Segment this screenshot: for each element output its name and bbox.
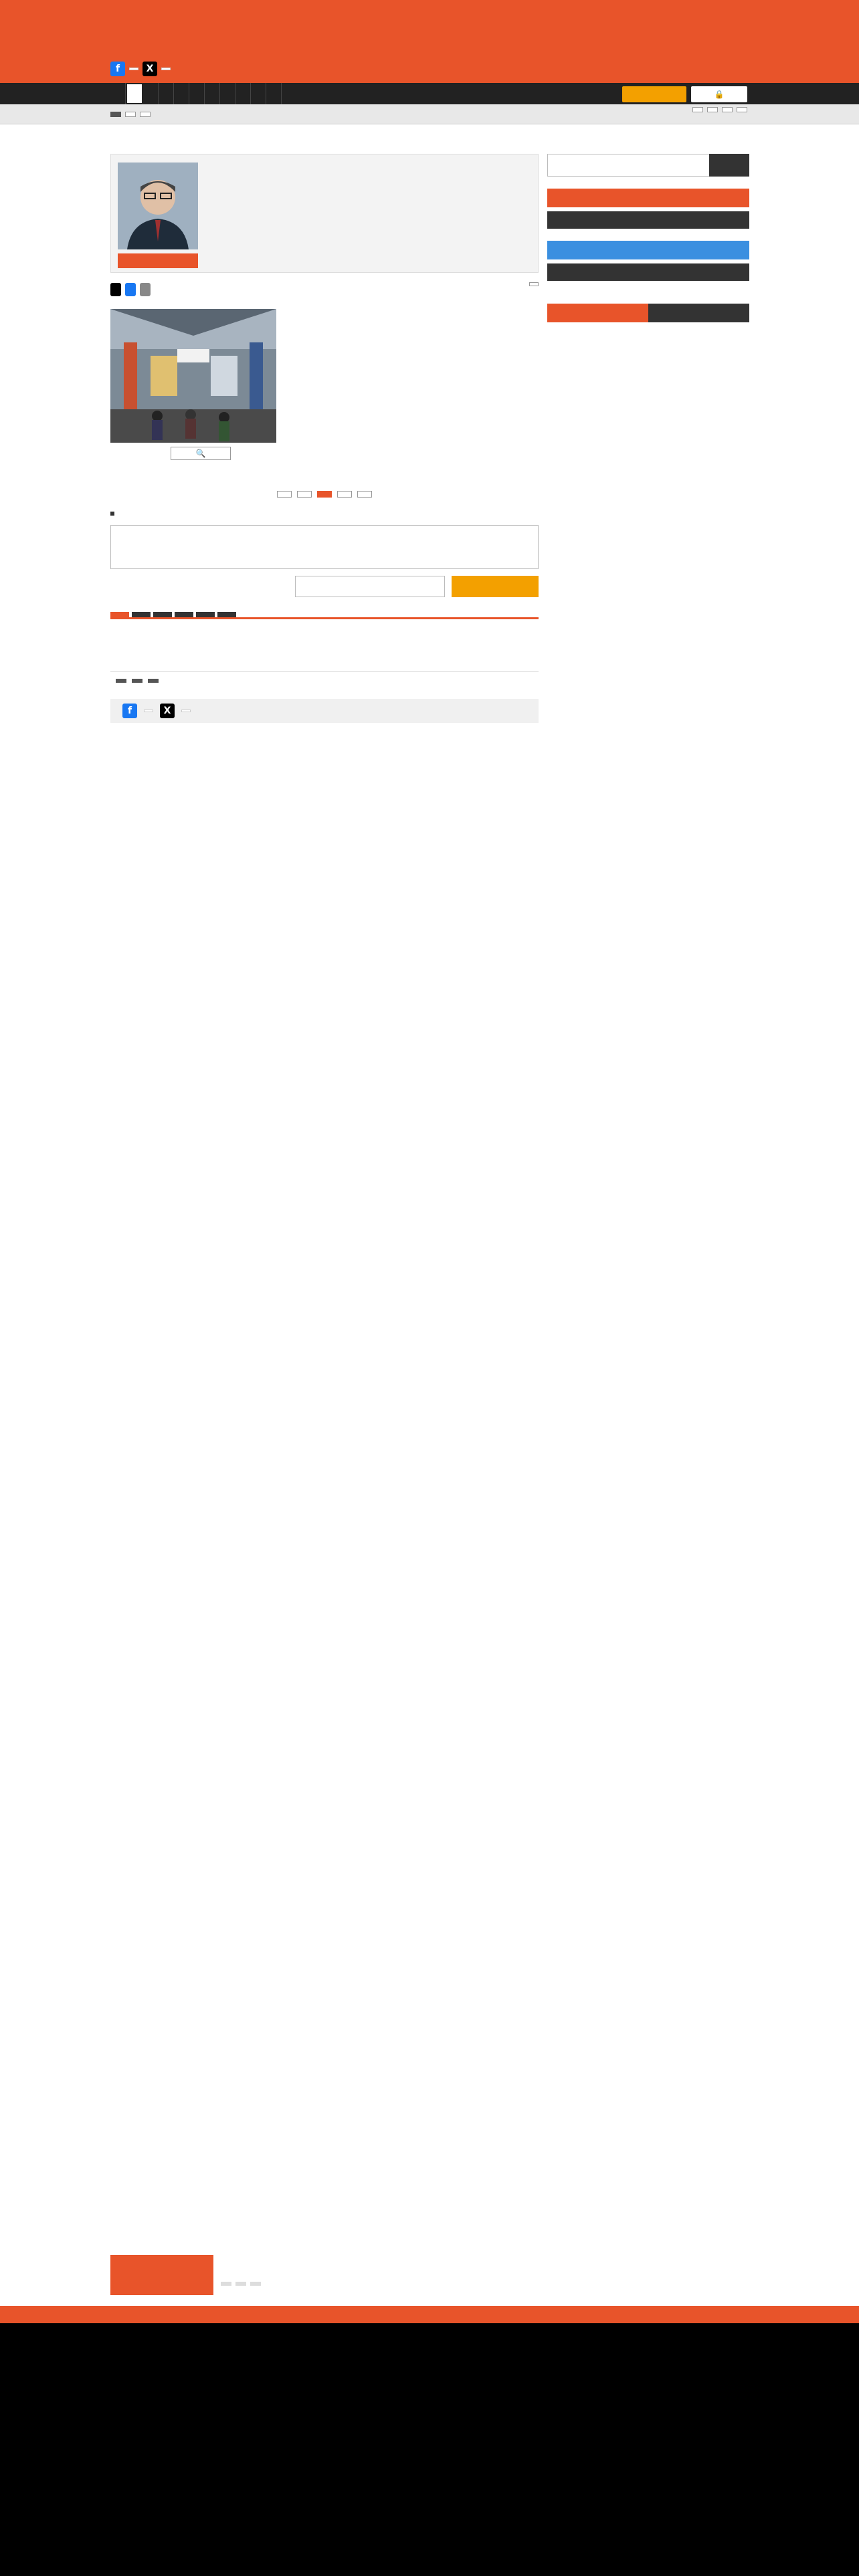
access-rank-tabs: [547, 304, 749, 322]
comment-submit-button[interactable]: [452, 576, 539, 597]
nav-item[interactable]: [251, 83, 266, 104]
nav-item[interactable]: [220, 83, 235, 104]
footer-bottom: [0, 2323, 859, 2576]
latest-tab[interactable]: [132, 679, 142, 683]
editor-pick-heading: [547, 241, 749, 259]
site-header: [0, 0, 859, 83]
search-button[interactable]: [709, 154, 749, 177]
google-search: [547, 154, 749, 177]
latest-tab[interactable]: [116, 679, 126, 683]
more-button[interactable]: [547, 263, 749, 281]
page-button-current[interactable]: [317, 491, 332, 498]
member-register-button[interactable]: [622, 86, 686, 102]
search-input[interactable]: [547, 154, 709, 177]
latest-section: [110, 671, 539, 723]
login-button[interactable]: [691, 86, 747, 102]
nav-item[interactable]: [266, 83, 282, 104]
facebook-icon[interactable]: f: [122, 704, 137, 718]
related-articles: [110, 508, 539, 518]
share-facebook-button[interactable]: [125, 283, 136, 296]
next-page-button[interactable]: [357, 491, 372, 498]
nav-item[interactable]: [235, 83, 251, 104]
subnav-item[interactable]: [110, 112, 121, 117]
share-bar: [110, 282, 539, 297]
access-rank-tab[interactable]: [547, 304, 648, 322]
subnav-right-item[interactable]: [692, 107, 703, 112]
genre-tab[interactable]: [217, 612, 236, 617]
genre-tab[interactable]: [175, 612, 193, 617]
nav-item[interactable]: [189, 83, 205, 104]
latest-tab[interactable]: [148, 679, 159, 683]
footer-sub-item[interactable]: [235, 2282, 246, 2286]
sidebar: [547, 154, 749, 322]
comment-textarea[interactable]: [110, 525, 539, 569]
author-box: [110, 154, 539, 273]
genre-tab[interactable]: [153, 612, 172, 617]
footer-subnav: [221, 2282, 261, 2286]
sub-nav: [0, 104, 859, 124]
zoom-button[interactable]: [171, 447, 231, 460]
share-x-button[interactable]: [110, 283, 121, 296]
subnav-right-item[interactable]: [722, 107, 733, 112]
header-social: [110, 62, 171, 76]
zoom-icon: 🔍: [195, 449, 206, 458]
weekly-tab[interactable]: [648, 304, 749, 322]
print-button[interactable]: [529, 282, 539, 286]
author-photo: [118, 163, 198, 249]
x-count: [181, 710, 191, 712]
lock-icon: 🔒: [714, 90, 725, 99]
comment-section: [110, 525, 539, 597]
genre-tab[interactable]: [132, 612, 151, 617]
more-button[interactable]: [547, 211, 749, 229]
x-count: [161, 68, 171, 70]
author-columns-button[interactable]: [118, 253, 198, 268]
genre-tabs: [110, 612, 539, 619]
page-button[interactable]: [337, 491, 352, 498]
genre-list: [110, 625, 539, 651]
genre-tab-active[interactable]: [110, 612, 129, 617]
nav-item[interactable]: [143, 83, 159, 104]
comment-button[interactable]: [140, 283, 151, 296]
related-heading: [110, 508, 539, 518]
nav-item[interactable]: [174, 83, 189, 104]
main-column: [110, 154, 539, 723]
x-icon[interactable]: X: [142, 62, 157, 76]
subnav-right-item[interactable]: [737, 107, 747, 112]
prev-page-button[interactable]: [277, 491, 292, 498]
facebook-count: [144, 710, 153, 712]
nav-item-active[interactable]: [126, 83, 143, 104]
pagination: [110, 491, 539, 498]
subnav-right-item[interactable]: [707, 107, 718, 112]
footer-logo[interactable]: [110, 2255, 213, 2295]
subnav-item[interactable]: [125, 112, 136, 117]
footer-sub-item[interactable]: [221, 2282, 231, 2286]
subnav-item[interactable]: [140, 112, 151, 117]
main-nav: [0, 83, 859, 104]
x-icon[interactable]: X: [160, 704, 175, 718]
facebook-icon[interactable]: f: [110, 62, 125, 76]
article-figure: [110, 309, 276, 484]
article-photo[interactable]: [110, 309, 276, 443]
page-button[interactable]: [297, 491, 312, 498]
nav-item[interactable]: [205, 83, 220, 104]
footer-link-bar: [0, 2306, 859, 2323]
follow-bar: [110, 699, 539, 723]
facebook-count: [129, 68, 138, 70]
nav-item[interactable]: [159, 83, 174, 104]
name-input[interactable]: [295, 576, 445, 597]
nav-item[interactable]: [110, 83, 126, 104]
genre-tab[interactable]: [196, 612, 215, 617]
footer-sub-item[interactable]: [250, 2282, 261, 2286]
site-logo[interactable]: [110, 5, 231, 53]
rank-heading: [547, 189, 749, 207]
